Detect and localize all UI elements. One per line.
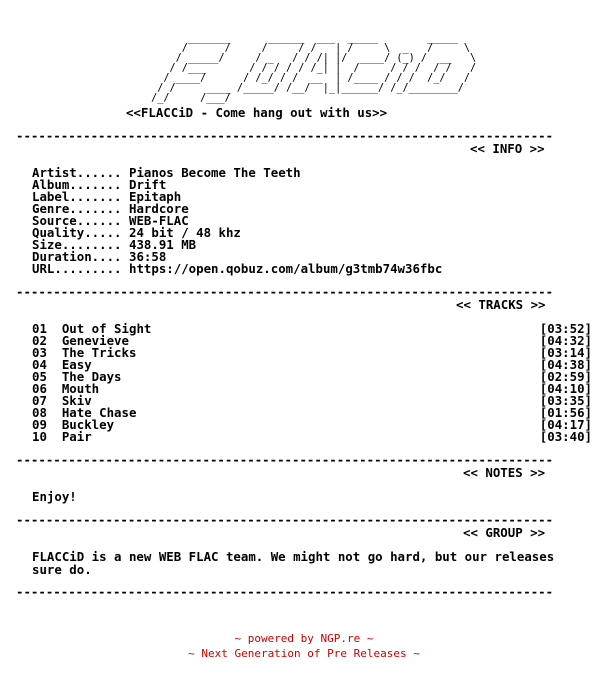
info-value: Drift bbox=[129, 177, 167, 192]
track-number: 01 bbox=[32, 321, 47, 336]
info-key: Genre....... bbox=[32, 201, 122, 216]
track-row bbox=[32, 383, 592, 395]
notes-section-title: << NOTES >> bbox=[463, 465, 546, 480]
info-section-title: << INFO >> bbox=[470, 141, 545, 156]
track-duration: [03:14] bbox=[539, 345, 592, 360]
track-number: 04 bbox=[32, 357, 47, 372]
track-title: The Days bbox=[61, 369, 122, 384]
track-title: Genevieve bbox=[61, 333, 129, 348]
info-key: URL......... bbox=[32, 261, 122, 276]
track-duration: [04:10] bbox=[539, 381, 592, 396]
footer-tagline: ~ Next Generation of Pre Releases ~ bbox=[188, 647, 420, 660]
track-title: Pair bbox=[61, 429, 92, 444]
divider: ------------------------------------------------------------------------ bbox=[16, 286, 554, 298]
track-row bbox=[32, 407, 592, 419]
group-text-line1: FLACCiD is a new WEB FLAC team. We might not go hard, but our releases bbox=[32, 549, 555, 564]
track-title: Hate Chase bbox=[61, 405, 137, 420]
track-number: 09 bbox=[32, 417, 47, 432]
track-title: Easy bbox=[61, 357, 92, 372]
track-row bbox=[32, 419, 592, 431]
info-key: Label....... bbox=[32, 189, 122, 204]
track-title: Buckley bbox=[61, 417, 115, 432]
track-number: 06 bbox=[32, 381, 47, 396]
info-key: Album....... bbox=[32, 177, 122, 192]
group-section-title: << GROUP >> bbox=[463, 525, 546, 540]
track-duration: [02:59] bbox=[539, 369, 592, 384]
footer-powered-by: ~ powered by NGP.re ~ bbox=[234, 632, 374, 645]
info-value: 438.91 MB bbox=[129, 237, 197, 252]
track-duration: [04:32] bbox=[539, 333, 592, 348]
track-duration: [01:56] bbox=[539, 405, 592, 420]
info-key: Duration.... bbox=[32, 249, 122, 264]
group-text-line2: sure do. bbox=[32, 562, 92, 577]
track-title: Mouth bbox=[61, 381, 100, 396]
track-number: 10 bbox=[32, 429, 47, 444]
track-title: The Tricks bbox=[61, 345, 137, 360]
track-row bbox=[32, 431, 592, 443]
track-number: 07 bbox=[32, 393, 47, 408]
notes-text: Enjoy! bbox=[32, 489, 77, 504]
info-row bbox=[32, 263, 442, 275]
track-number: 08 bbox=[32, 405, 47, 420]
info-key: Size........ bbox=[32, 237, 122, 252]
info-key: Source...... bbox=[32, 213, 122, 228]
divider: ------------------------------------------------------------------------ bbox=[16, 130, 554, 142]
track-number: 03 bbox=[32, 345, 47, 360]
divider: ------------------------------------------------------------------------ bbox=[16, 514, 554, 526]
tracks-section-title: << TRACKS >> bbox=[456, 297, 546, 312]
info-value: Epitaph bbox=[129, 189, 182, 204]
track-duration: [04:17] bbox=[539, 417, 592, 432]
divider: ------------------------------------------------------------------------ bbox=[16, 454, 554, 466]
info-value: https://open.qobuz.com/album/g3tmb74w36fbc bbox=[129, 261, 443, 276]
info-value: Pianos Become The Teeth bbox=[129, 165, 301, 180]
flaccid-ascii-logo: _______ ______ ___ _____ _____ / / / / / | / \ _ / \ / _____/ / _ / / /| |/ ____/ (_) / __ \ / /___ / / / / / /_| | / / / / / / / / ____/ / /_/ / / __ | /____ / / / /_/ / / / ____ /_____/ /__/ |_|______/ /_/________/ /_/ /___/ bbox=[151, 33, 477, 104]
track-duration: [03:40] bbox=[539, 429, 592, 444]
info-value: WEB-FLAC bbox=[129, 213, 189, 228]
info-value: Hardcore bbox=[129, 201, 189, 216]
tagline: <<FLACCiD - Come hang out with us>> bbox=[126, 105, 388, 120]
track-row bbox=[32, 371, 592, 383]
track-duration: [03:35] bbox=[539, 393, 592, 408]
track-row bbox=[32, 347, 592, 359]
track-number: 02 bbox=[32, 333, 47, 348]
track-number: 05 bbox=[32, 369, 47, 384]
track-duration: [03:52] bbox=[539, 321, 592, 336]
track-title: Out of Sight bbox=[61, 321, 152, 336]
info-key: Artist...... bbox=[32, 165, 122, 180]
track-duration: [04:38] bbox=[539, 357, 592, 372]
info-value: 36:58 bbox=[129, 249, 167, 264]
divider: ------------------------------------------------------------------------ bbox=[16, 586, 554, 598]
info-value: 24 bit / 48 khz bbox=[129, 225, 241, 240]
track-title: Skiv bbox=[61, 393, 92, 408]
info-key: Quality..... bbox=[32, 225, 122, 240]
